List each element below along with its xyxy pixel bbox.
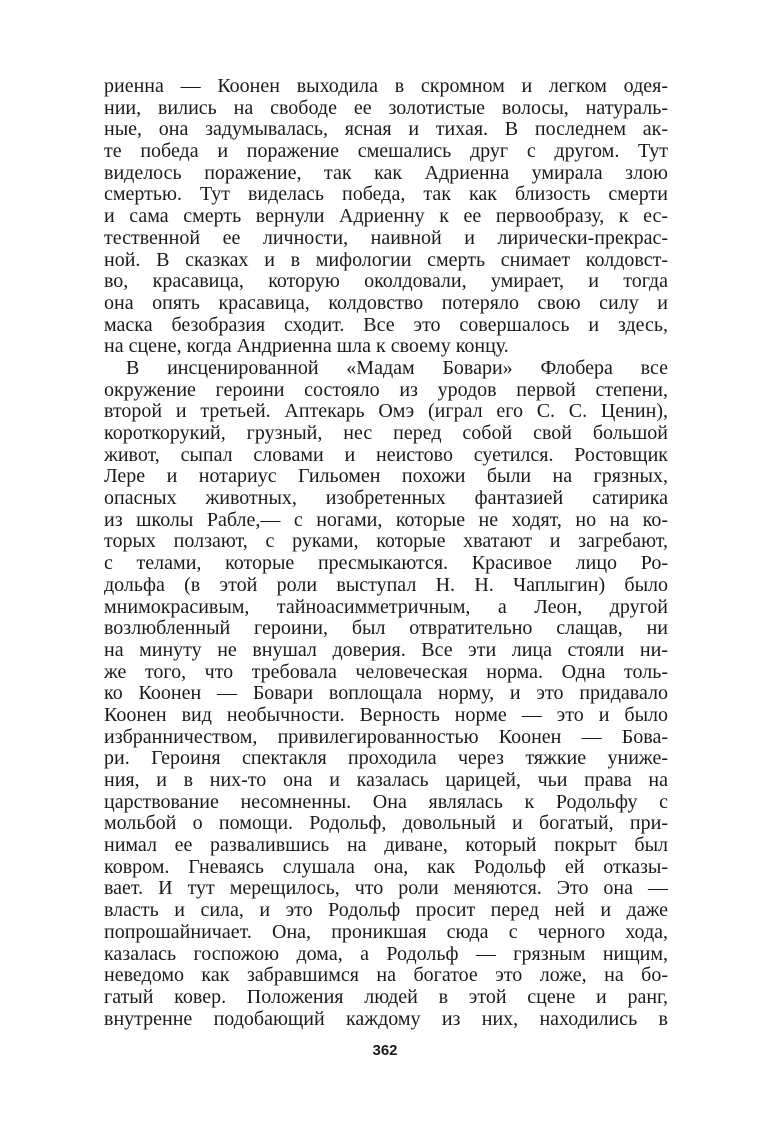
text-line: и сама смерть вернули Адриенну к ее первообразу, к ес- bbox=[104, 206, 668, 228]
text-line: ния, и в них-то она и казалась царицей, чьи права на bbox=[104, 770, 668, 791]
text-line: неведомо как забравшимся на богатое это ложе, на бо- bbox=[104, 965, 668, 987]
text-line: ри. Героиня спектакля проходила через тяжкие униже- bbox=[104, 748, 668, 770]
text-line: нимал ее развалившись на диване, который покрыт был bbox=[104, 835, 668, 857]
text-line: Коонен вид необычности. Верность норме — это и было bbox=[104, 704, 668, 726]
paragraph-end-line: на сцене, когда Андриенна шла к своему концу. bbox=[104, 336, 509, 358]
text-line: она опять красавица, колдовство потеряло свою силу и bbox=[104, 292, 668, 314]
text-line: же того, что требовала человеческая норма. Одна толь- bbox=[104, 661, 668, 683]
text-line: торых ползают, с руками, которые хватают и загребают, bbox=[104, 531, 668, 553]
text-line: на минуту не внушал доверия. Все эти лица стояли ни- bbox=[104, 639, 668, 661]
text-line: ковром. Гневаясь слушала она, как Родольф ей отказы- bbox=[104, 856, 668, 878]
text-line: казалась госпожою дома, а Родольф — грязным нищим, bbox=[104, 943, 668, 965]
page-text bbox=[104, 76, 668, 1030]
text-line: возлюбленный героини, был отвратительно слащав, ни bbox=[104, 618, 668, 640]
text-line: избранничеством, привилегированностью Коонен — Бова- bbox=[104, 726, 668, 748]
text-line: те победа и поражение смешались друг с другом. Тут bbox=[104, 141, 668, 163]
page-number: 362 bbox=[372, 1042, 398, 1059]
text-line: опасных животных, изобретенных фантазией сатирика bbox=[104, 488, 668, 510]
text-line: мнимокрасивым, тайноасимметричным, а Леон, другой bbox=[104, 596, 668, 618]
text-line: во, красавица, которую околдовали, умирает, и тогда bbox=[104, 271, 668, 293]
text-line: мольбой о помощи. Родольф, довольный и богатый, при- bbox=[104, 813, 668, 835]
text-line: вает. И тут мерещилось, что роли меняются. Это она — bbox=[104, 878, 668, 900]
text-line: из школы Рабле,— с ногами, которые не ходят, но на ко- bbox=[104, 509, 668, 531]
text-line: окружение героини состояло из уродов первой степени, bbox=[104, 379, 668, 401]
text-line: с телами, которые пресмыкаются. Красивое лицо Ро- bbox=[104, 553, 668, 575]
text-line: нии, вились на свободе ее золотистые волосы, натураль- bbox=[104, 97, 668, 119]
text-line: власть и сила, и это Родольф просит перед ней и даже bbox=[104, 900, 668, 922]
text-line: риенна — Коонен выходила в скромном и легком одея- bbox=[104, 76, 668, 97]
text-line: ной. В сказках и в мифологии смерть снимает колдовст- bbox=[104, 249, 668, 271]
text-line: второй и третьей. Аптекарь Омэ (играл его С. С. Ценин), bbox=[104, 401, 668, 423]
text-line: Лере и нотариус Гильомен похожи были на грязных, bbox=[104, 466, 668, 488]
text-line: попрошайничает. Она, проникшая сюда с черного хода, bbox=[104, 921, 668, 943]
text-line: живот, сыпал словами и неистово суетился. Ростовщик bbox=[104, 444, 668, 466]
text-line: царствование несомненны. Она являлась к Родольфу с bbox=[104, 791, 668, 813]
text-line: виделось поражение, так как Адриенна умирала злою bbox=[104, 162, 668, 184]
text-line: смертью. Тут виделась победа, так как близость смерти bbox=[104, 184, 668, 206]
text-line: ко Коонен — Бовари воплощала норму, и это придавало bbox=[104, 683, 668, 705]
text-line: дольфа (в этой роли выступал Н. Н. Чаплыгин) было bbox=[104, 574, 668, 596]
text-line: гатый ковер. Положения людей в этой сцене и ранг, bbox=[104, 986, 668, 1008]
paragraph-start-line: В инсценированной «Мадам Бовари» Флобера все bbox=[126, 357, 668, 379]
text-line: маска безобразия сходит. Все это совершалось и здесь, bbox=[104, 314, 668, 336]
text-line: внутренне подобающий каждому из них, находились в bbox=[104, 1008, 668, 1030]
text-line: короткорукий, грузный, нес перед собой свой большой bbox=[104, 423, 668, 444]
text-line: тественной ее личности, наивной и лирически-прекрас- bbox=[104, 227, 668, 249]
text-line: ные, она задумывалась, ясная и тихая. В последнем ак- bbox=[104, 119, 668, 141]
